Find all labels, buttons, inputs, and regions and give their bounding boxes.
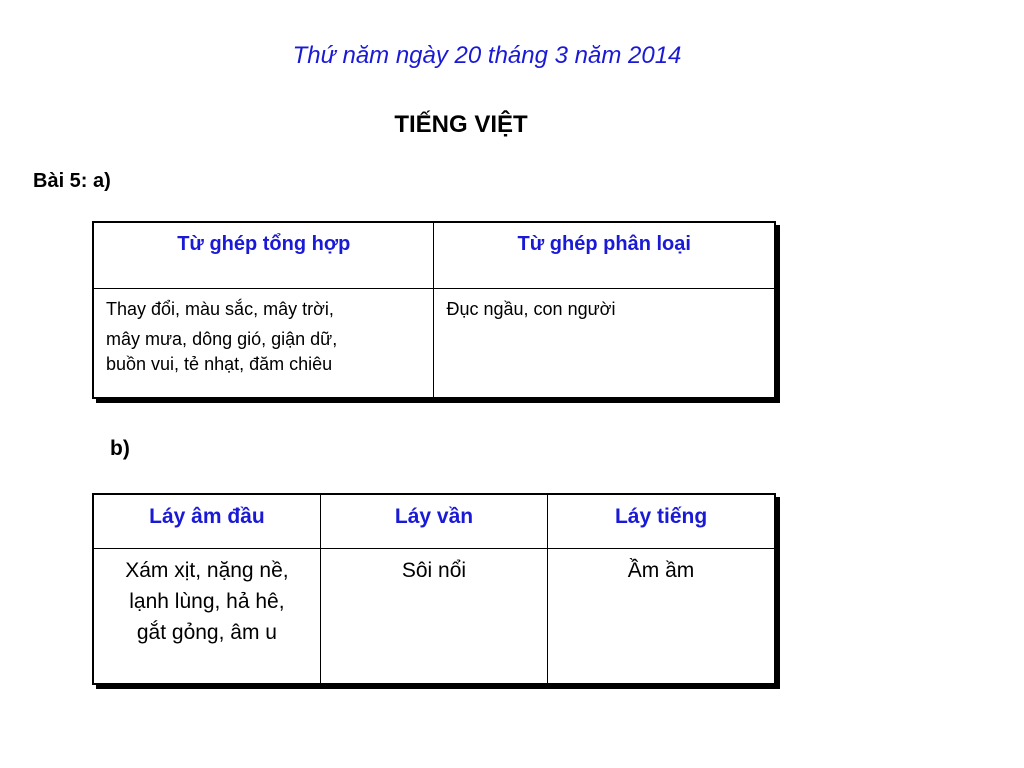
- classifying-compound-cell: [434, 288, 775, 398]
- reduplicative-words-table: [92, 493, 776, 685]
- table-row: [93, 548, 775, 684]
- column-header-rhyme: Láy vần: [320, 494, 547, 548]
- cell-line: Sôi nổi: [401, 558, 467, 582]
- cell-line: Thay đổi, màu sắc, mây trời,: [106, 298, 334, 319]
- exercise-label-a: Bài 5: a): [33, 170, 111, 192]
- whole-word-cell: [548, 548, 775, 684]
- cell-line: lạnh lùng, hả hê,: [129, 589, 285, 613]
- subject-title: TIẾNG VIỆT: [394, 111, 528, 138]
- exercise-label-b: b): [110, 437, 130, 460]
- table-header-row: [93, 494, 775, 548]
- table-row: [93, 288, 775, 398]
- cell-line: Ầm ầm: [627, 558, 695, 582]
- date-line: Thứ năm ngày 20 tháng 3 năm 2014: [292, 42, 682, 69]
- compound-words-table: [92, 221, 776, 399]
- column-header-whole-word: Láy tiếng: [548, 494, 775, 548]
- cell-line: Xám xịt, nặng nề,: [125, 558, 289, 582]
- general-compound-cell: [93, 288, 434, 398]
- cell-line: mây mưa, dông gió, giận dữ,: [106, 328, 338, 349]
- column-header-general-compound: Từ ghép tổng hợp: [93, 222, 434, 288]
- cell-line: Đục ngầu, con người: [446, 298, 616, 319]
- rhyme-cell: [320, 548, 547, 684]
- column-header-initial-sound: Láy âm đầu: [93, 494, 320, 548]
- cell-line: buồn vui, tẻ nhạt, đăm chiêu: [106, 353, 333, 374]
- table-header-row: [93, 222, 775, 288]
- column-header-classifying-compound: Từ ghép phân loại: [434, 222, 775, 288]
- cell-line: gắt gỏng, âm u: [136, 620, 277, 644]
- initial-sound-cell: [93, 548, 320, 684]
